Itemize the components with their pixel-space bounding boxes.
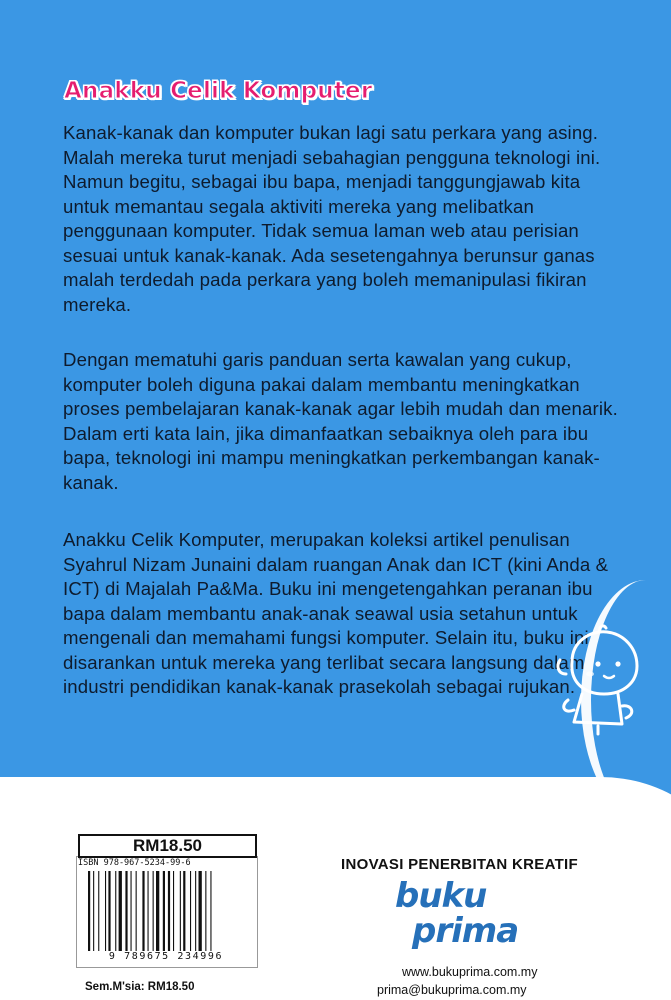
blurb-paragraph-1: Kanak-kanak dan komputer bukan lagi satu perkara yang asing. Malah mereka turut menjadi sebahagian pengguna teknologi ini. Namun begitu, sebagai ibu bapa, menjadi tanggungjawab kita untuk memantau segala aktiviti mereka yang melibatkan penggunaan komputer. Tidak semua laman web atau perisian sesuai untuk kanak-kanak. Ada sesetengahnya berunsur ganas malah terdedah pada perkara yang boleh memanipulasi fikiran mereka. <box>63 122 601 315</box>
publisher-tagline: INOVASI PENERBITAN KREATIF <box>341 856 578 873</box>
book-title: Anakku Celik Komputer <box>64 78 373 104</box>
price-malaysia: Sem.M'sia: RM18.50 <box>85 981 195 993</box>
blurb-paragraph-3: Anakku Celik Komputer, merupakan koleksi artikel penulisan Syahrul Nizam Junaini dalam ruangan Anak dan ICT (kini Anda & ICT) di Majalah Pa&Ma. Buku ini mengetengahkan peranan ibu bapa dalam membantu anak-anak seawal usia setahun untuk mengenali dan memahami fungsi komputer. Selain itu, buku ini disarankan untuk mereka yang terlibat secara langsung dalam industri pendidikan kanak-kanak prasekolah sebagai rujukan. <box>63 529 609 697</box>
publisher-logo-prima: prima <box>412 911 519 951</box>
barcode-number: 9 789675 234996 <box>108 951 224 962</box>
publisher-email[interactable]: prima@bukuprima.com.my <box>377 983 527 997</box>
barcode-icon <box>86 871 252 951</box>
publisher-logo-buku: buku <box>395 876 487 916</box>
price-label: RM18.50 <box>78 834 257 858</box>
blurb-paragraph-2: Dengan mematuhi garis panduan serta kawalan yang cukup, komputer boleh diguna pakai dalam membantu meningkatkan proses pembelajaran kanak-kanak agar lebih mudah dan menarik. Dalam erti kata lain, jika dimanfaatkan sebaiknya oleh para ibu bapa, teknologi ini mampu meningkatkan perkembangan kanak-kanak. <box>63 349 618 493</box>
publisher-website[interactable]: www.bukuprima.com.my <box>402 965 538 979</box>
baby-illustration <box>552 622 652 737</box>
isbn-text: ISBN 978-967-5234-99-6 <box>78 858 191 868</box>
